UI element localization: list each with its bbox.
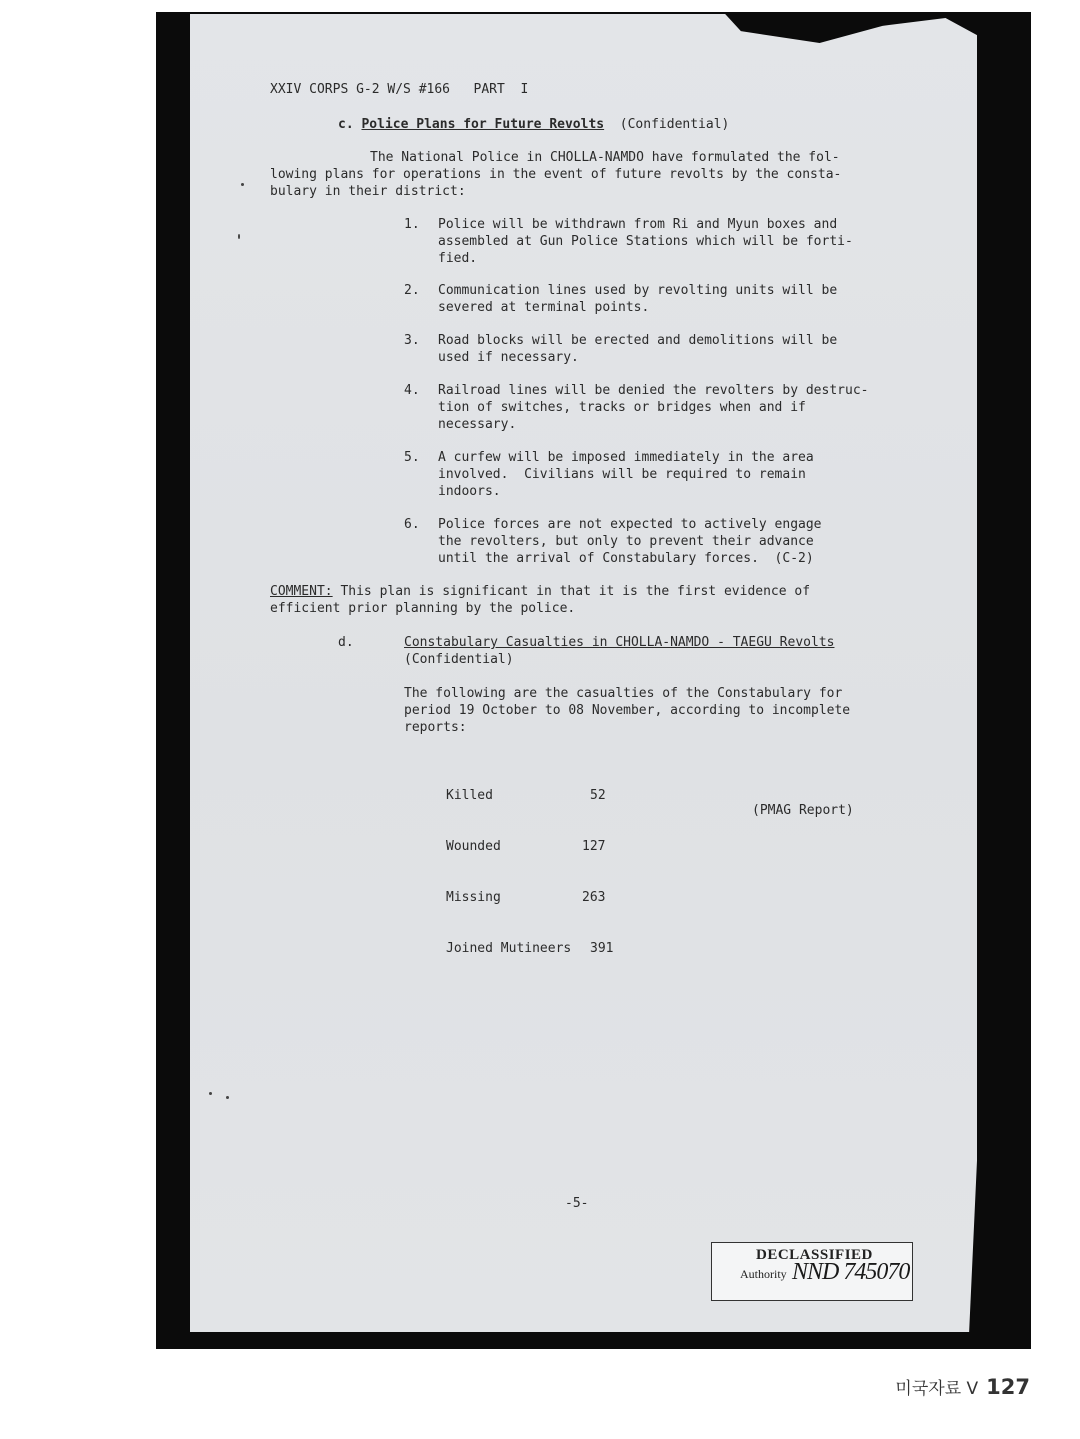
comment-line: efficient prior planning by the police. [270, 601, 576, 616]
section-d-letter: d. [338, 635, 354, 650]
item-line: Communication lines used by revolting units will be [438, 283, 838, 298]
stamp-authority-value: NND 745070 [792, 1259, 910, 1285]
scan-speck [241, 183, 244, 186]
document-header: XXIV CORPS G-2 W/S #166 PART I [270, 82, 529, 97]
scan-speck [209, 1092, 212, 1095]
item-line: until the arrival of Constabulary forces. (C-2) [438, 551, 814, 566]
section-c-intro-line: lowing plans for operations in the event of future revolts by the consta- [270, 167, 842, 182]
book-title: 미국자료 Ⅴ [895, 1379, 979, 1399]
item-number: 6. [404, 517, 420, 532]
section-c-letter: c. [338, 117, 354, 132]
source-note: (PMAG Report) [752, 803, 854, 818]
section-d-title: Constabulary Casualties in CHOLLA-NAMDO - TAEGU Revolts [404, 635, 835, 650]
casualty-table [446, 753, 614, 974]
scan-speck [226, 1096, 229, 1099]
book-page-number: 127 [986, 1375, 1030, 1399]
item-number: 3. [404, 333, 420, 348]
page-number: -5- [565, 1196, 589, 1211]
item-number: 2. [404, 283, 420, 298]
section-c-intro-line: bulary in their district: [270, 184, 466, 199]
item-number: 4. [404, 383, 420, 398]
book-footer [895, 1374, 1030, 1399]
casualty-row [446, 838, 606, 855]
item-line: fied. [438, 251, 478, 266]
section-c-intro-line: The National Police in CHOLLA-NAMDO have formulated the fol- [370, 150, 840, 165]
casualty-value: 52 [590, 788, 606, 803]
casualty-label: Joined Mutineers [446, 941, 572, 956]
casualty-value: 391 [590, 941, 614, 956]
item-line: indoors. [438, 484, 501, 499]
section-d-intro-line: reports: [404, 720, 467, 735]
casualty-label: Killed [446, 788, 493, 803]
section-d-classification: (Confidential) [404, 652, 514, 667]
stamp-authority-label: Authority [740, 1267, 787, 1281]
item-line: the revolters, but only to prevent their advance [438, 534, 814, 549]
item-line: Railroad lines will be denied the revolters by destruc- [438, 383, 869, 398]
document-page [190, 14, 977, 1332]
item-number: 1. [404, 217, 420, 232]
casualty-row [446, 787, 606, 804]
comment-label: COMMENT: [270, 584, 333, 599]
casualty-row [446, 940, 614, 957]
item-number: 5. [404, 450, 420, 465]
item-line: Police forces are not expected to actively engage [438, 517, 822, 532]
section-c-classification: (Confidential) [619, 117, 730, 132]
casualty-row [446, 889, 606, 906]
item-line: Road blocks will be erected and demolitions will be [438, 333, 838, 348]
item-line: assembled at Gun Police Stations which will be forti- [438, 234, 853, 249]
casualty-value: 127 [582, 839, 606, 854]
item-line: involved. Civilians will be required to remain [438, 467, 806, 482]
item-line: tion of switches, tracks or bridges when and if [438, 400, 806, 415]
item-line: severed at terminal points. [438, 300, 650, 315]
casualty-label: Wounded [446, 839, 501, 854]
section-c-heading [338, 116, 729, 133]
item-line: Police will be withdrawn from Ri and Myun boxes and [438, 217, 838, 232]
item-line: used if necessary. [438, 350, 579, 365]
casualty-label: Missing [446, 890, 501, 905]
section-d-intro-line: period 19 October to 08 November, according to incomplete [404, 703, 851, 718]
item-line: A curfew will be imposed immediately in the area [438, 450, 814, 465]
section-c-title: Police Plans for Future Revolts [361, 117, 605, 132]
declassified-stamp [711, 1242, 913, 1301]
stamp-title: DECLASSIFIED [756, 1247, 873, 1263]
item-line: necessary. [438, 417, 517, 432]
comment-line [270, 583, 810, 600]
casualty-value: 263 [582, 890, 606, 905]
comment-text: This plan is significant in that it is the first evidence of [332, 584, 811, 599]
scan-speck [238, 234, 240, 239]
section-d-intro-line: The following are the casualties of the Constabulary for [404, 686, 843, 701]
